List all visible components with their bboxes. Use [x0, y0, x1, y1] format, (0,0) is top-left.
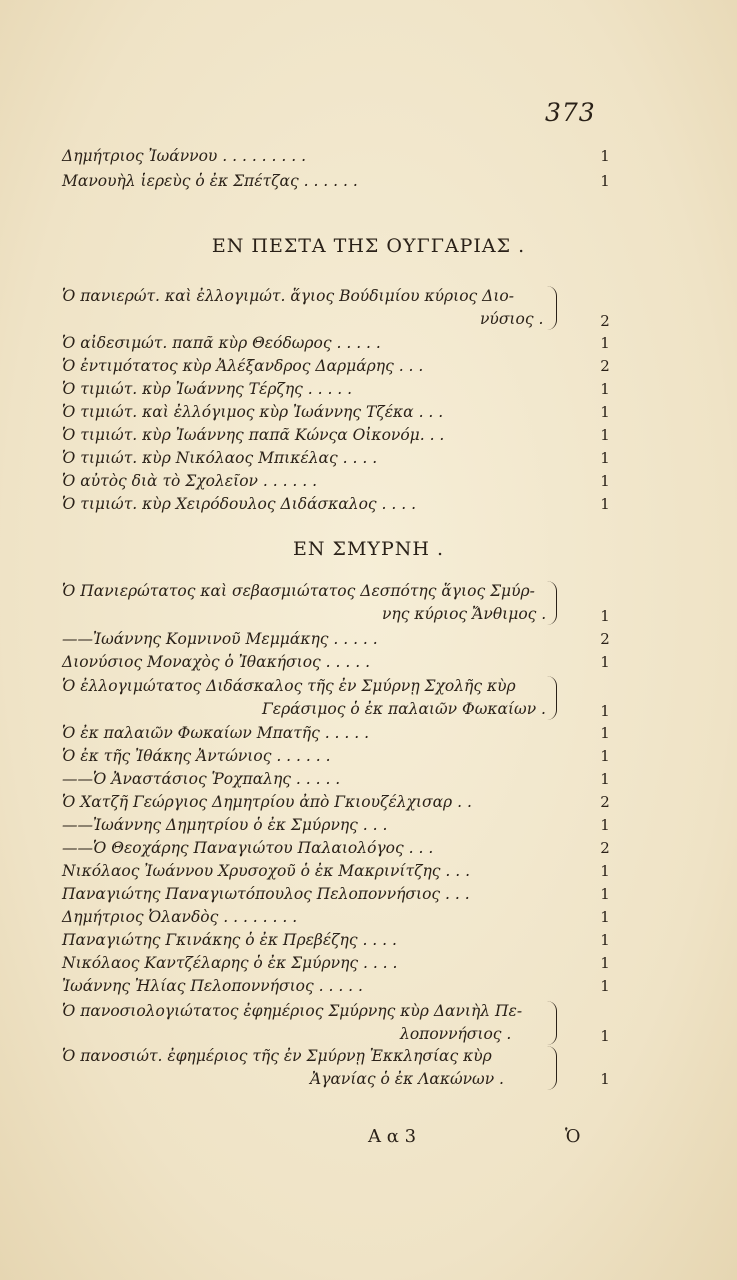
- list-item: Νικόλαος Ἰωάννου Χρυσοχοῦ ὁ ἐκ Μακρινίτζης . . .: [62, 862, 470, 880]
- list-item-count: 1: [600, 977, 610, 995]
- list-item: Ὁ τιμιώτ. κὺρ Ἰωάννης Τέρζης . . . . .: [62, 380, 353, 398]
- section-heading-smyrna: ΕΝ ΣΜΥΡΝΗ .: [292, 538, 445, 560]
- list-item-count: 1: [600, 816, 610, 834]
- list-item-count: 1: [600, 607, 610, 625]
- list-item-count: 1: [600, 334, 610, 352]
- list-item: Νικόλαος Καντζέλαρης ὁ ἐκ Σμύρνης . . . .: [62, 954, 398, 972]
- list-item-count: 1: [600, 495, 610, 513]
- brace: [542, 286, 557, 330]
- list-item: Ὁ τιμιώτ. κὺρ Χειρόδουλος Διδάσκαλος . . . .: [62, 495, 417, 513]
- list-item-count: 1: [600, 702, 610, 720]
- list-item: Ἰωάννης Ἠλίας Πελοποννήσιος . . . . .: [62, 977, 363, 995]
- list-item: Δημήτριος Ἰωάννου . . . . . . . . .: [62, 147, 307, 165]
- page-number: 373: [545, 98, 596, 127]
- list-item-continuation: νης κύριος Ἄνθιμος .: [382, 605, 547, 623]
- list-item: Ὁ τιμιώτ. καὶ ἐλλόγιμος κὺρ Ἰωάννης Τζέκα . . .: [62, 403, 444, 421]
- list-item-count: 2: [600, 357, 610, 375]
- catchword: Ὁ: [565, 1126, 581, 1147]
- section-heading-pest: ΕΝ ΠΕΣΤΑ ΤΗΣ ΟΥΓΓΑΡΙΑΣ .: [211, 235, 526, 257]
- list-item: Ὁ Πανιερώτατος καὶ σεβασμιώτατος Δεσπότης ἅγιος Σμύρ-: [62, 582, 535, 600]
- list-item: Μανουὴλ ἱερεὺς ὁ ἐκ Σπέτζας . . . . . .: [62, 172, 358, 190]
- list-item-count: 1: [600, 885, 610, 903]
- list-item-count: 1: [600, 770, 610, 788]
- list-item-count: 1: [600, 449, 610, 467]
- list-item-count: 1: [600, 380, 610, 398]
- list-item: Παναγιώτης Παναγιωτόπουλος Πελοποννήσιος . . .: [62, 885, 470, 903]
- list-item-continuation: Γεράσιμος ὁ ἐκ παλαιῶν Φωκαίων .: [262, 700, 546, 718]
- list-item-count: 2: [600, 630, 610, 648]
- list-item-count: 1: [600, 724, 610, 742]
- list-item-count: 2: [600, 839, 610, 857]
- list-item-count: 1: [600, 147, 610, 165]
- brace: [542, 1046, 557, 1090]
- list-item-count: 1: [600, 908, 610, 926]
- list-item-continuation: νύσιος .: [480, 310, 544, 328]
- list-item-count: 1: [600, 426, 610, 444]
- list-item: Ὁ πανοσιώτ. ἐφημέριος τῆς ἐν Σμύρνῃ Ἐκκλησίας κὺρ: [62, 1047, 492, 1065]
- list-item: ——Ὁ Θεοχάρης Παναγιώτου Παλαιολόγος . . .: [62, 839, 434, 857]
- list-item: Ὁ τιμιώτ. κὺρ Ἰωάννης παπᾶ Κώνςα Οἰκονόμ. . .: [62, 426, 445, 444]
- list-item-count: 2: [600, 793, 610, 811]
- list-item: ——Ὁ Ἀναστάσιος Ῥοχπαλης . . . . .: [62, 770, 341, 788]
- list-item: Ὁ πανοσιολογιώτατος ἐφημέριος Σμύρνης κὺρ Δανιὴλ Πε-: [62, 1002, 523, 1020]
- list-item: Ὁ ἐκ τῆς Ἰθάκης Ἀντώνιος . . . . . .: [62, 747, 331, 765]
- list-item: Ὁ τιμιώτ. κὺρ Νικόλαος Μπικέλας . . . .: [62, 449, 378, 467]
- list-item: ——Ἰωάννης Κομνινοῦ Μεμμάκης . . . . .: [62, 630, 378, 648]
- brace: [542, 1001, 557, 1045]
- list-item-continuation: Ἀγανίας ὁ ἐκ Λακώνων .: [310, 1070, 504, 1088]
- list-item: Ὁ ἐλλογιμώτατος Διδάσκαλος τῆς ἐν Σμύρνῃ Σχολῆς κὺρ: [62, 677, 516, 695]
- list-item-count: 1: [600, 172, 610, 190]
- list-item-count: 1: [600, 931, 610, 949]
- list-item: Ὁ πανιερώτ. καὶ ἐλλογιμώτ. ἅγιος Βούδιμίου κύριος Διο-: [62, 287, 515, 305]
- list-item: Ὁ ἐκ παλαιῶν Φωκαίων Μπατῆς . . . . .: [62, 724, 370, 742]
- list-item-count: 1: [600, 862, 610, 880]
- list-item: Διονύσιος Μοναχὸς ὁ Ἰθακήσιος . . . . .: [62, 653, 370, 671]
- list-item: Ὁ αἰδεσιμώτ. παπᾶ κὺρ Θεόδωρος . . . . .: [62, 334, 381, 352]
- list-item-count: 1: [600, 747, 610, 765]
- list-item: Δημήτριος Ὀλανδὸς . . . . . . . .: [62, 908, 298, 926]
- brace: [542, 581, 557, 625]
- list-item: Ὁ Χατζῆ Γεώργιος Δημητρίου ἀπὸ Γκιουζέλχισαρ . .: [62, 793, 472, 811]
- signature-mark: Α α 3: [368, 1126, 417, 1147]
- list-item: ——Ἰωάννης Δημητρίου ὁ ἐκ Σμύρνης . . .: [62, 816, 388, 834]
- list-item: Ὁ ἐντιμότατος κὺρ Ἀλέξανδρος Δαρμάρης . . .: [62, 357, 424, 375]
- list-item-continuation: λοποννήσιος .: [400, 1025, 512, 1043]
- brace: [542, 676, 557, 720]
- list-item-count: 1: [600, 403, 610, 421]
- list-item: Παναγιώτης Γκινάκης ὁ ἐκ Πρεβέζης . . . .: [62, 931, 397, 949]
- list-item-count: 1: [600, 954, 610, 972]
- list-item-count: 2: [600, 312, 610, 330]
- list-item: Ὁ αὐτὸς διὰ τὸ Σχολεῖον . . . . . .: [62, 472, 318, 490]
- list-item-count: 1: [600, 472, 610, 490]
- list-item-count: 1: [600, 653, 610, 671]
- list-item-count: 1: [600, 1027, 610, 1045]
- list-item-count: 1: [600, 1070, 610, 1088]
